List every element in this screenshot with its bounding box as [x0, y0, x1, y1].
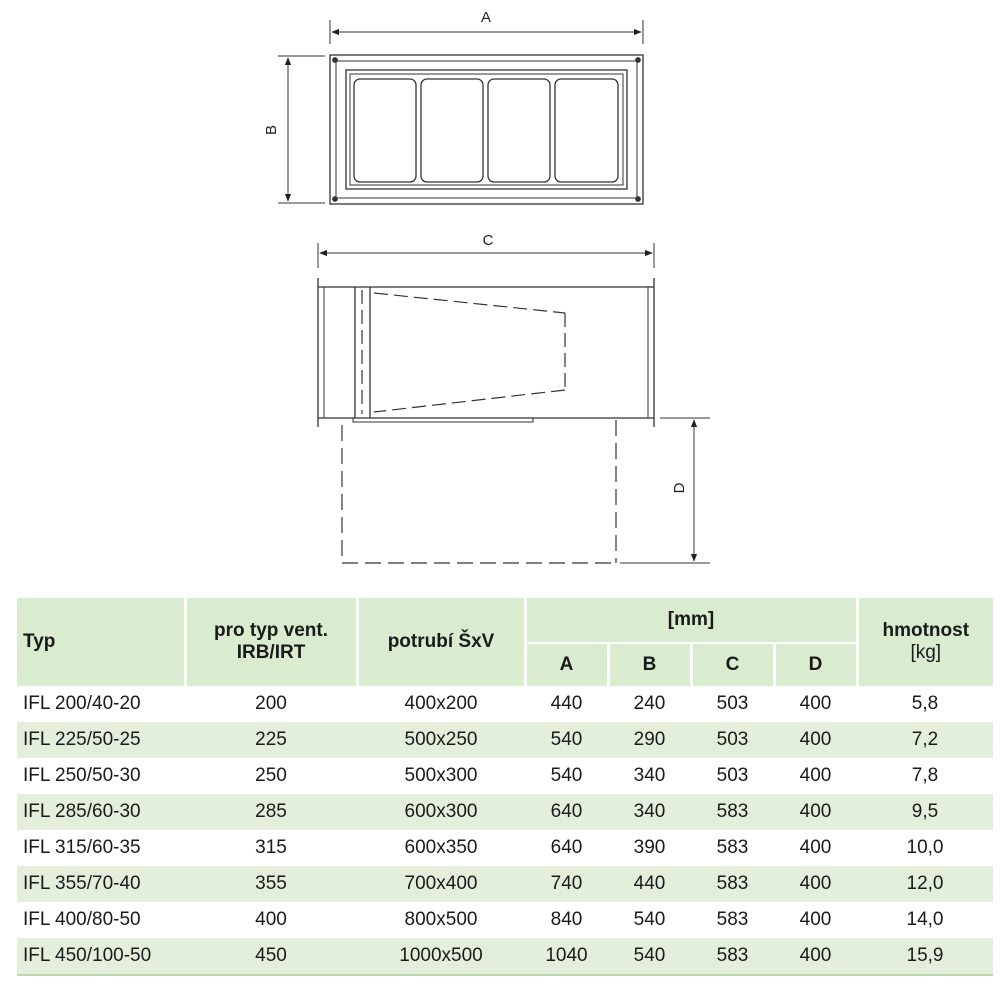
cell-c: 583	[691, 902, 774, 938]
header-d: D	[774, 643, 857, 686]
cell-b: 340	[608, 758, 691, 794]
table-row	[17, 830, 993, 866]
header-b: B	[608, 643, 691, 686]
cell-kg: 14,0	[857, 902, 993, 938]
cell-b: 290	[608, 722, 691, 758]
cell-kg: 12,0	[857, 866, 993, 902]
table-body	[17, 686, 993, 975]
table-row	[17, 938, 993, 975]
header-vent: pro typ vent. IRB/IRT	[185, 598, 357, 686]
table-row	[17, 686, 993, 722]
cell-a: 440	[525, 686, 608, 722]
cell-kg: 7,2	[857, 722, 993, 758]
cell-d: 400	[774, 902, 857, 938]
header-mm: [mm]	[525, 598, 857, 643]
header-typ: Typ	[17, 598, 185, 686]
cell-kg: 9,5	[857, 794, 993, 830]
cell-a: 640	[525, 830, 608, 866]
cell-vent: 225	[185, 722, 357, 758]
cell-typ: IFL 315/60-35	[17, 830, 185, 866]
cell-a: 1040	[525, 938, 608, 975]
cell-vent: 285	[185, 794, 357, 830]
cell-potrubi: 600x300	[357, 794, 525, 830]
cell-b: 540	[608, 938, 691, 975]
cell-vent: 250	[185, 758, 357, 794]
cell-a: 840	[525, 902, 608, 938]
cell-potrubi: 500x250	[357, 722, 525, 758]
cell-a: 540	[525, 722, 608, 758]
cell-potrubi: 400x200	[357, 686, 525, 722]
cell-typ: IFL 250/50-30	[17, 758, 185, 794]
cell-d: 400	[774, 830, 857, 866]
cell-kg: 15,9	[857, 938, 993, 975]
cell-potrubi: 800x500	[357, 902, 525, 938]
cell-typ: IFL 225/50-25	[17, 722, 185, 758]
cell-c: 583	[691, 830, 774, 866]
front-view	[278, 20, 643, 204]
header-potrubi: potrubí ŠxV	[357, 598, 525, 686]
cell-b: 540	[608, 902, 691, 938]
cell-kg: 7,8	[857, 758, 993, 794]
cell-potrubi: 500x300	[357, 758, 525, 794]
cell-potrubi: 600x350	[357, 830, 525, 866]
cell-typ: IFL 400/80-50	[17, 902, 185, 938]
cell-c: 503	[691, 758, 774, 794]
cell-kg: 10,0	[857, 830, 993, 866]
cell-d: 400	[774, 794, 857, 830]
side-view	[318, 243, 710, 563]
table-row	[17, 794, 993, 830]
cell-b: 390	[608, 830, 691, 866]
cell-d: 400	[774, 758, 857, 794]
table-row	[17, 902, 993, 938]
header-kg-unit: [kg]	[910, 642, 942, 663]
cell-b: 240	[608, 686, 691, 722]
cell-c: 503	[691, 686, 774, 722]
cell-c: 583	[691, 794, 774, 830]
cell-potrubi: 1000x500	[357, 938, 525, 975]
cell-vent: 355	[185, 866, 357, 902]
table-row	[17, 722, 993, 758]
cell-vent: 400	[185, 902, 357, 938]
header-a: A	[525, 643, 608, 686]
cell-c: 583	[691, 866, 774, 902]
header-c: C	[691, 643, 774, 686]
dimension-label-d: D	[671, 482, 688, 494]
cell-d: 400	[774, 938, 857, 975]
cell-a: 540	[525, 758, 608, 794]
cell-typ: IFL 285/60-30	[17, 794, 185, 830]
cell-vent: 450	[185, 938, 357, 975]
cell-vent: 200	[185, 686, 357, 722]
cell-a: 740	[525, 866, 608, 902]
cell-c: 583	[691, 938, 774, 975]
cell-typ: IFL 450/100-50	[17, 938, 185, 975]
cell-vent: 315	[185, 830, 357, 866]
cell-d: 400	[774, 686, 857, 722]
spec-table	[17, 598, 993, 976]
cell-d: 400	[774, 722, 857, 758]
cell-c: 503	[691, 722, 774, 758]
table-row	[17, 758, 993, 794]
cell-d: 400	[774, 866, 857, 902]
cell-typ: IFL 355/70-40	[17, 866, 185, 902]
dimension-label-a: A	[480, 9, 492, 26]
header-hmotnost-label: hmotnost	[882, 620, 970, 641]
cell-b: 440	[608, 866, 691, 902]
cell-a: 640	[525, 794, 608, 830]
dimension-label-c: C	[482, 232, 494, 249]
cell-potrubi: 700x400	[357, 866, 525, 902]
cell-b: 340	[608, 794, 691, 830]
cell-typ: IFL 200/40-20	[17, 686, 185, 722]
table-row	[17, 866, 993, 902]
header-hmotnost	[857, 598, 993, 686]
dimension-label-b: B	[263, 124, 280, 136]
cell-kg: 5,8	[857, 686, 993, 722]
